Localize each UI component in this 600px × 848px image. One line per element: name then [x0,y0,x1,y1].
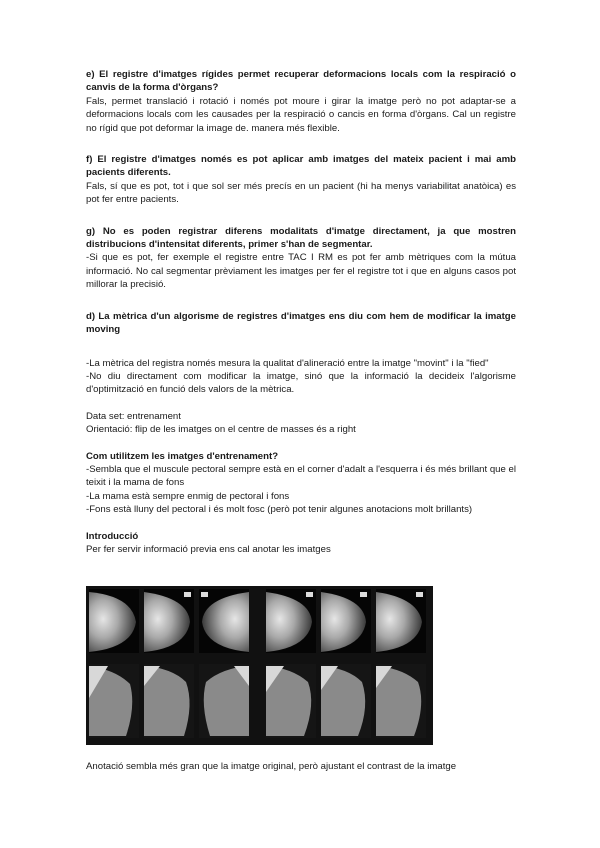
section-g [86,225,516,292]
intro-heading: Introducció [86,530,139,542]
orientation-note: Orientació: flip de les imatges on el centre de masses és a right [86,424,356,436]
intro-section [86,530,516,557]
question-g: g) No es poden registrar diferens modalitats d'imatge directament, ja que mostren distribucions d'intensitat diferents, primer s'han de segmentar. [86,225,516,251]
section-e [86,68,516,135]
mammogram-1 [89,589,139,653]
answer-g: -Si que es pot, fer exemple el registre entre TAC I RM es pot fer amb mètriques com la mútua informació. No cal segmentar prèviament les imatges per fer el registre tot i que en alguns casos pot millorar la precisió. [86,252,516,291]
question-e: e) El registre d'imatges rígides permet recuperar deformacions locals com la respiració o canvis de la forma d'òrgans? [86,69,516,94]
usage-line-1: -Sembla que el muscule pectoral sempre està en el corner d'adalt a l'esquerra i és més brillant que el teixit i la mama de fons [86,463,516,489]
annotation-mask-2 [144,664,194,738]
question-f: f) El registre d'imatges només es pot aplicar amb imatges del mateix pacient i mai amb pacients diferents. [86,154,516,179]
usage-heading: Com utilitzem les imatges d'entrenament? [86,450,279,462]
answer-d-line-2: -No diu directament com modificar la imatge, sinó que la informació la decideix l'algorisme d'optimització en funció dels valors de la mètrica. [86,370,516,396]
answer-f: Fals, sí que es pot, tot i que sol ser més precís en un pacient (hi ha menys variabilitat anatòica) es pot fer entre pacients. [86,180,516,206]
figure-caption: Anotació sembla més gran que la imatge original, però ajustant el contrast de la imatge [86,761,457,772]
mammogram-4 [266,589,316,653]
section-d [86,310,516,397]
mammogram-6 [376,589,426,653]
answer-d-line-1: -La mètrica del registra només mesura la qualitat d'alineració entre la imatge "movint" i la "fied" [86,357,489,369]
annotation-mask-3 [199,664,249,738]
usage-line-2: -La mama està sempre enmig de pectoral i fons [86,490,290,502]
annotation-mask-6 [376,664,426,738]
mammogram-grid-image [86,586,433,745]
mammogram-2 [144,589,194,653]
section-f [86,153,516,207]
document-body [86,68,516,556]
data-notes [86,410,516,437]
mammogram-3 [199,589,249,653]
annotation-mask-5 [321,664,371,738]
mammogram-figure [86,586,433,745]
question-d: d) La mètrica d'un algorisme de registres d'imatges ens diu com hem de modificar la imatge moving [86,310,516,336]
usage-section [86,450,516,517]
usage-line-3: -Fons està lluny del pectoral i és molt fosc (però pot tenir algunes anotacions molt brillants) [86,504,473,516]
data-set-note: Data set: entrenament [86,410,181,422]
answer-e: Fals, permet translació i rotació i només pot moure i girar la imatge però no pot adaptar-se a deformacions locals com les causades per la respiració o cancis en forma d'òrgans. Cal un registre no rígid que pot deformar la image de. manera més flexible. [86,95,516,134]
intro-text: Per fer servir informació previa ens cal anotar les imatges [86,543,331,555]
mammogram-5 [321,589,371,653]
annotation-mask-4 [266,664,316,738]
annotation-mask-1 [89,664,139,738]
